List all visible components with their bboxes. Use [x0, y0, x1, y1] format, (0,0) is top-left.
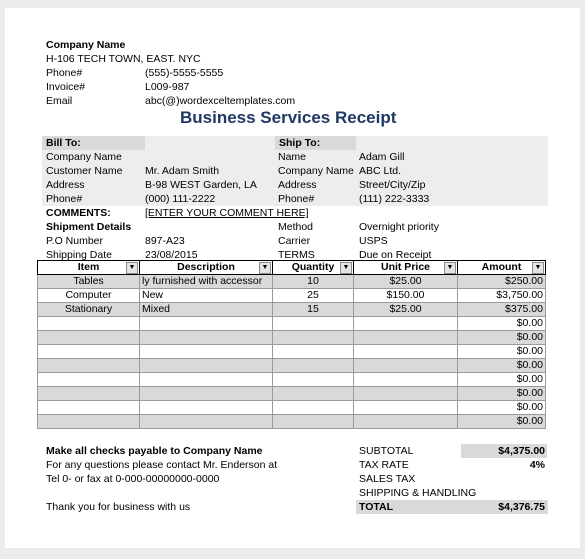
filter-dropdown-icon[interactable]: ▼	[444, 262, 456, 274]
tax-rate-value: 4%	[529, 459, 545, 471]
bill-phone-value: (000) 111-2222	[145, 193, 216, 205]
table-row	[38, 345, 546, 359]
header-item[interactable]: Item ▼	[38, 261, 140, 275]
cell-amount[interactable]: $375.00	[458, 303, 546, 317]
bill-customer-value: Mr. Adam Smith	[145, 165, 220, 177]
total-value: $4,376.75	[498, 501, 545, 513]
cell-unit-price[interactable]	[354, 415, 458, 429]
cell-amount[interactable]: $3,750.00	[458, 289, 546, 303]
cell-quantity[interactable]	[273, 401, 354, 415]
cell-amount[interactable]: $0.00	[458, 317, 546, 331]
cell-item[interactable]	[38, 387, 140, 401]
cell-item[interactable]	[38, 345, 140, 359]
bill-address-value: B-98 WEST Garden, LA	[145, 179, 257, 191]
header-unit-price[interactable]: Unit Price ▼	[354, 261, 458, 275]
subtotal-label: SUBTOTAL	[359, 445, 414, 457]
ship-address-value: Street/City/Zip	[359, 179, 426, 191]
cell-quantity[interactable]: 10	[273, 275, 354, 289]
cell-description[interactable]	[140, 331, 273, 345]
header-amount[interactable]: Amount ▼	[458, 261, 546, 275]
table-row	[38, 387, 546, 401]
company-name: Company Name	[46, 39, 126, 51]
ship-company-label: Company Name	[278, 165, 354, 177]
table-row	[38, 275, 546, 289]
email-value: abc(@)wordexceltemplates.com	[145, 95, 296, 107]
cell-quantity[interactable]	[273, 373, 354, 387]
carrier-label: Carrier	[278, 235, 311, 247]
bill-to-heading: Bill To:	[42, 136, 145, 150]
method-value: Overnight priority	[359, 221, 439, 233]
cell-unit-price[interactable]: $25.00	[354, 275, 458, 289]
cell-description[interactable]	[140, 415, 273, 429]
ship-to-heading: Ship To:	[275, 136, 356, 150]
cell-item[interactable]: Computer	[38, 289, 140, 303]
cell-amount[interactable]: $0.00	[458, 401, 546, 415]
cell-amount[interactable]: $0.00	[458, 331, 546, 345]
ship-name-value: Adam Gill	[359, 151, 405, 163]
cell-quantity[interactable]	[273, 345, 354, 359]
po-value: 897-A23	[145, 235, 185, 247]
table-row	[38, 303, 546, 317]
cell-amount[interactable]: $250.00	[458, 275, 546, 289]
bill-company-label: Company Name	[46, 151, 122, 163]
carrier-value: USPS	[359, 235, 388, 247]
cell-item[interactable]	[38, 373, 140, 387]
cell-description[interactable]	[140, 317, 273, 331]
cell-item[interactable]	[38, 401, 140, 415]
cell-description[interactable]	[140, 373, 273, 387]
terms-label: TERMS	[278, 249, 315, 261]
shipment-heading: Shipment Details	[46, 221, 132, 233]
sales-tax-label: SALES TAX	[359, 473, 416, 485]
cell-description[interactable]: Mixed	[140, 303, 273, 317]
items-table	[37, 260, 546, 429]
invoice-number: L009-987	[145, 81, 190, 93]
cell-quantity[interactable]	[273, 317, 354, 331]
bill-customer-label: Customer Name	[46, 165, 123, 177]
company-address: H-106 TECH TOWN, EAST. NYC	[46, 53, 201, 65]
cell-unit-price[interactable]: $150.00	[354, 289, 458, 303]
table-row	[38, 317, 546, 331]
total-label: TOTAL	[359, 501, 394, 513]
cell-unit-price[interactable]	[354, 401, 458, 415]
cell-unit-price[interactable]	[354, 331, 458, 345]
ship-date-label: Shipping Date	[46, 249, 112, 261]
filter-dropdown-icon[interactable]: ▼	[340, 262, 352, 274]
tax-rate-label: TAX RATE	[359, 459, 409, 471]
terms-value: Due on Receipt	[359, 249, 432, 261]
po-label: P.O Number	[46, 235, 103, 247]
checks-note: Make all checks payable to Company Name	[46, 445, 263, 457]
header-quantity[interactable]: Quantity ▼	[273, 261, 354, 275]
ship-date-value: 23/08/2015	[145, 249, 198, 261]
table-row	[38, 373, 546, 387]
shipping-label: SHIPPING & HANDLING	[359, 487, 477, 499]
cell-amount[interactable]: $0.00	[458, 415, 546, 429]
cell-unit-price[interactable]	[354, 345, 458, 359]
cell-item[interactable]: Tables	[38, 275, 140, 289]
cell-description[interactable]	[140, 359, 273, 373]
cell-description[interactable]	[140, 387, 273, 401]
bill-phone-label: Phone#	[46, 193, 83, 205]
cell-unit-price[interactable]	[354, 317, 458, 331]
cell-unit-price[interactable]: $25.00	[354, 303, 458, 317]
cell-description[interactable]: New	[140, 289, 273, 303]
table-header-row	[38, 261, 546, 275]
filter-dropdown-icon[interactable]: ▼	[259, 262, 271, 274]
method-label: Method	[278, 221, 314, 233]
questions-note: For any questions please contact Mr. Enderson at	[46, 459, 278, 471]
header-description[interactable]: Description ▼	[140, 261, 273, 275]
filter-dropdown-icon[interactable]: ▼	[126, 262, 138, 274]
cell-amount[interactable]: $0.00	[458, 387, 546, 401]
cell-unit-price[interactable]	[354, 387, 458, 401]
table-row	[38, 401, 546, 415]
cell-description[interactable]	[140, 401, 273, 415]
comments-link[interactable]: [ENTER YOUR COMMENT HERE]	[145, 207, 309, 219]
cell-item[interactable]	[38, 415, 140, 429]
table-row	[38, 331, 546, 345]
table-row	[38, 415, 546, 429]
ship-company-value: ABC Ltd.	[359, 165, 402, 177]
table-row	[38, 359, 546, 373]
thanks-note: Thank you for business with us	[46, 501, 191, 513]
cell-unit-price[interactable]	[354, 373, 458, 387]
email-label: Email	[46, 95, 73, 107]
cell-quantity[interactable]: 15	[273, 303, 354, 317]
ship-phone-value: (111) 222-3333	[359, 193, 430, 205]
cell-amount[interactable]: $0.00	[458, 359, 546, 373]
bill-address-label: Address	[46, 179, 85, 191]
table-row	[38, 289, 546, 303]
invoice-label: Invoice#	[46, 81, 86, 93]
cell-quantity[interactable]	[273, 415, 354, 429]
cell-quantity[interactable]	[273, 387, 354, 401]
filter-dropdown-icon[interactable]: ▼	[532, 262, 544, 274]
cell-amount[interactable]: $0.00	[458, 345, 546, 359]
ship-name-label: Name	[278, 151, 307, 163]
page-title: Business Services Receipt	[180, 108, 397, 127]
cell-quantity[interactable]: 25	[273, 289, 354, 303]
cell-item[interactable]	[38, 359, 140, 373]
cell-quantity[interactable]	[273, 359, 354, 373]
contact-note: Tel 0- or fax at 0-000-00000000-0000	[46, 473, 220, 485]
ship-address-label: Address	[278, 179, 317, 191]
cell-item[interactable]	[38, 331, 140, 345]
cell-amount[interactable]: $0.00	[458, 373, 546, 387]
cell-description[interactable]	[140, 345, 273, 359]
subtotal-value: $4,375.00	[461, 444, 547, 458]
company-phone: (555)-5555-5555	[145, 67, 224, 79]
ship-phone-label: Phone#	[278, 193, 315, 205]
cell-item[interactable]: Stationary	[38, 303, 140, 317]
company-phone-label: Phone#	[46, 67, 83, 79]
cell-item[interactable]	[38, 317, 140, 331]
cell-unit-price[interactable]	[354, 359, 458, 373]
cell-description[interactable]: ly furnished with accessor	[140, 275, 273, 289]
cell-quantity[interactable]	[273, 331, 354, 345]
comments-label: COMMENTS:	[46, 207, 111, 219]
